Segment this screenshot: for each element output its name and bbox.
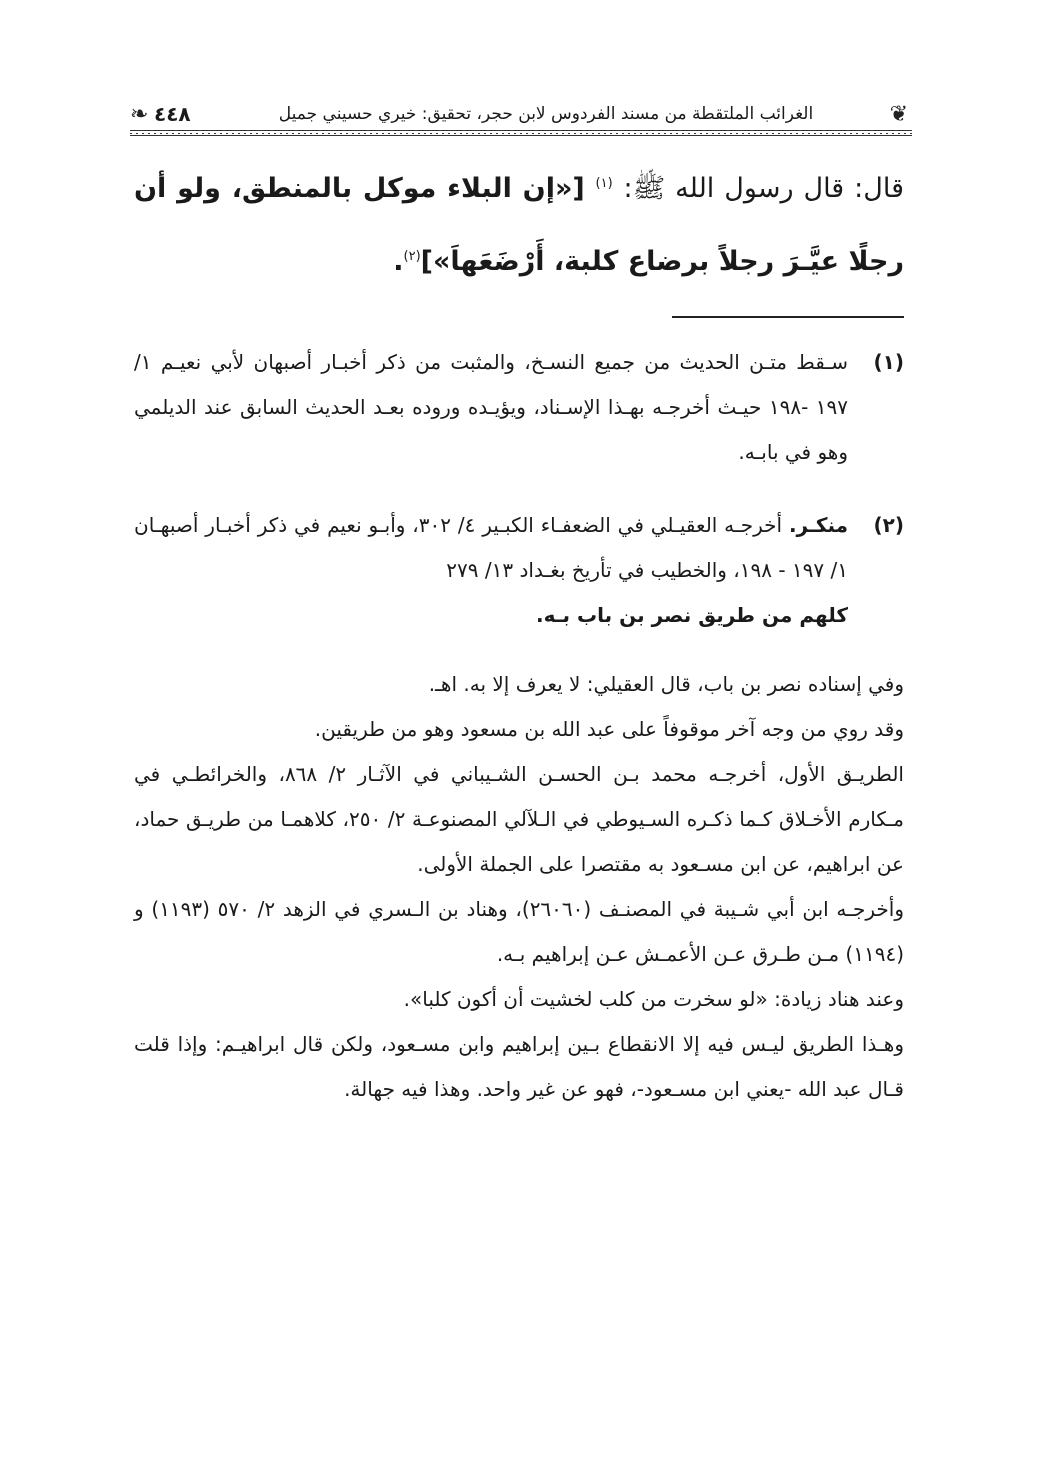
footnote-ref-1: (١) [595, 176, 613, 191]
footnote-2-text: أخرجـه العقيـلي في الضعفـاء الكبـير ٤/ ٣٠٢، وأبـو نعيم في ذكر أخبـار أصبهـان ١/ ١٩٧ - ١٩٨، والخطيب في تأريخ بغـداد ١٣/ ٢٧٩ [134, 513, 848, 582]
footnote-divider [672, 316, 904, 318]
footnote-1-text: سـقط متـن الحديث من جميع النسـخ، والمثبت من ذكر أخبـار أصبهان لأبي نعيـم ١/ ١٩٧ -١٩٨ حيـث أخرجـه بهـذا الإسـناد، ويؤيـده وروده بعـد الحديث السابق عند الديلمي وهو في بابـه. [134, 350, 848, 464]
footnote-1-number: (١) [873, 350, 904, 374]
header-ornament-left-icon: ❧ [130, 102, 149, 127]
footnote-2-bold-line: كلهم من طريق نصر بن باب بـه. [535, 603, 848, 627]
footnote-1 [134, 340, 904, 475]
header-ornament-right-icon: ❦ [889, 102, 908, 127]
footnote-2-lead: منكـر. [788, 513, 849, 537]
paragraph: الطريـق الأول، أخرجـه محمد بـن الحسـن الشـيباني في الآثـار ٢/ ٨٦٨، والخرائطـي في مـكارم الأخـلاق كـما ذكـره السـيوطي في الـلآلي المصنوعـة ٢/ ٢٥٠، كلاهمـا من طريـق حماد، عن ابراهيم، عن ابن مسـعود به مقتصرا على الجملة الأولى. [134, 762, 904, 876]
footnote-2-number: (٢) [873, 513, 904, 537]
header-rule [130, 130, 912, 136]
paragraph: وعند هناد زيادة: «لو سخرت من كلب لخشيت أن أكون كلبا». [403, 987, 904, 1011]
main-text [134, 150, 904, 296]
paragraph: وأخرجـه ابن أبي شـيبة في المصنـف (٢٦٠٦٠)، وهناد بن الـسري في الزهد ٢/ ٥٧٠ (١١٩٣) و (١١٩٤) مـن طـرق عـن الأعمـش عـن إبراهيم بـه. [134, 897, 904, 966]
page-number: ٤٤٨ [154, 102, 191, 126]
paragraph: وفي إسناده نصر بن باب، قال العقيلي: لا يعرف إلا به. اهـ. [428, 672, 904, 696]
page-header [130, 98, 912, 138]
hadith-text: [«إن البلاء موكل بالمنطق، ولو أن رجلًا عيَّـرَ رجلاً برضاع كلبة، أَرْضَعَهاَ»] [134, 173, 904, 277]
footnote-ref-2: (٢) [403, 249, 421, 264]
main-end: . [393, 246, 404, 277]
main-lead: قال: قال رسول الله ﷺ: [623, 173, 905, 204]
paragraph: وهـذا الطريق ليـس فيه إلا الانقطاع بـين إبراهيم وابن مسـعود، ولكن قال ابراهيـم: وإذا قلت قـال عبد الله -يعني ابن مسـعود-، فهو عن غير واحد. وهذا فيه جهالة. [134, 1032, 904, 1101]
footnote-2-body [134, 503, 848, 638]
header-title: الغرائب الملتقطة من مسند الفردوس لابن حجر، تحقيق: خيري حسيني جميل [278, 104, 814, 124]
paragraph: وقد روي من وجه آخر موقوفاً على عبد الله بن مسعود وهو من طريقين. [314, 717, 904, 741]
footnote-2-continuation [134, 662, 904, 1112]
footnote-2 [134, 503, 904, 638]
